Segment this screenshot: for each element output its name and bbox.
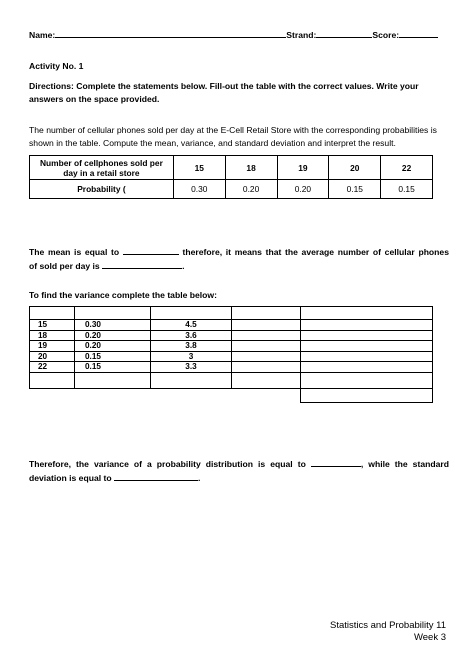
table-cell[interactable]: [301, 330, 433, 341]
table-cell[interactable]: [232, 351, 301, 362]
table-cell[interactable]: [232, 362, 301, 373]
xp-cell: 3.8: [151, 341, 232, 352]
table-row: [30, 180, 433, 199]
variance-heading: To find the variance complete the table below:: [29, 290, 217, 300]
table-row: [30, 362, 433, 373]
x-cell: 22: [30, 362, 75, 373]
table-cell[interactable]: [30, 307, 75, 320]
footer: [330, 620, 446, 644]
table-cell[interactable]: [151, 372, 232, 388]
conclusion-text-3: deviation is equal to: [29, 472, 112, 483]
header-line: [29, 28, 438, 40]
score-blank[interactable]: [399, 28, 438, 38]
table-cell: [30, 388, 301, 403]
table-cell[interactable]: [301, 351, 433, 362]
probability-header-cell: Probability (: [30, 180, 174, 199]
x-cell: 18: [30, 330, 75, 341]
table-cell[interactable]: [301, 372, 433, 388]
x-cell: 22: [381, 156, 433, 180]
table-row: [30, 156, 433, 180]
p-cell: 0.30: [173, 180, 225, 199]
std-dev-blank[interactable]: [114, 471, 201, 483]
table-row: [30, 388, 433, 403]
table-cell[interactable]: [232, 330, 301, 341]
table-cell[interactable]: [301, 307, 433, 320]
mean-text-4: .: [182, 260, 185, 271]
table-cell[interactable]: [301, 388, 433, 403]
name-blank[interactable]: [55, 28, 286, 38]
p-cell: 0.15: [329, 180, 381, 199]
x-cell: 15: [173, 156, 225, 180]
conclusion-statement: [29, 457, 449, 484]
footer-week: Week 3: [413, 632, 446, 643]
p-cell: 0.20: [225, 180, 277, 199]
variance-blank[interactable]: [311, 457, 361, 467]
variance-table: [29, 306, 433, 403]
table-row: [30, 351, 433, 362]
table-cell[interactable]: [232, 341, 301, 352]
x-cell: 15: [30, 320, 75, 331]
table-cell[interactable]: [232, 372, 301, 388]
table-cell[interactable]: [75, 372, 151, 388]
mean-text-1: The mean is equal to: [29, 247, 120, 257]
p-cell: 0.15: [75, 362, 151, 373]
x-cell: 18: [225, 156, 277, 180]
x-cell: 20: [30, 351, 75, 362]
footer-subject: Statistics and Probability 11: [330, 620, 446, 631]
strand-blank[interactable]: [316, 28, 372, 38]
table-row: [30, 330, 433, 341]
table-row: [30, 307, 433, 320]
mean-text-2: therefore, it means that the average number of cellular phones: [182, 247, 449, 257]
xp-cell: 3: [151, 351, 232, 362]
score-label: Score:: [372, 30, 400, 40]
conclusion-text-1: Therefore, the variance of a probability distribution is equal to: [29, 459, 306, 469]
table-cell[interactable]: [75, 307, 151, 320]
strand-label: Strand:: [286, 30, 317, 40]
directions-text: Directions: Complete the statements below. Fill-out the table with the correct values. Write your answers on the space provided.: [29, 81, 419, 104]
p-cell: 0.15: [381, 180, 433, 199]
table-row: [30, 320, 433, 331]
xp-cell: 4.5: [151, 320, 232, 331]
x-cell: 20: [329, 156, 381, 180]
table-cell[interactable]: [301, 362, 433, 373]
table-cell[interactable]: [151, 307, 232, 320]
table-cell[interactable]: [232, 307, 301, 320]
table-row: [30, 372, 433, 388]
p-cell: 0.20: [277, 180, 329, 199]
table-row: [30, 341, 433, 352]
p-cell: 0.20: [75, 341, 151, 352]
conclusion-text-4: .: [198, 472, 201, 483]
x-cell: 19: [30, 341, 75, 352]
xp-cell: 3.6: [151, 330, 232, 341]
p-cell: 0.20: [75, 330, 151, 341]
mean-text-3: of sold per day is: [29, 260, 100, 271]
table-cell[interactable]: [30, 372, 75, 388]
intro-paragraph: The number of cellular phones sold per day at the E-Cell Retail Store with the corresponding probabilities is shown in the table. Compute the mean, variance, and standard deviation and interpret the result.: [29, 125, 437, 148]
activity-title: Activity No. 1: [29, 61, 84, 71]
x-header-cell: Number of cellphones sold per day in a retail store: [30, 156, 174, 180]
p-cell: 0.15: [75, 351, 151, 362]
mean-statement: [29, 245, 449, 272]
x-cell: 19: [277, 156, 329, 180]
average-blank[interactable]: [102, 259, 185, 271]
name-label: Name:: [29, 30, 56, 40]
table-cell[interactable]: [232, 320, 301, 331]
p-cell: 0.30: [75, 320, 151, 331]
xp-cell: 3.3: [151, 362, 232, 373]
probability-table: [29, 155, 433, 199]
mean-blank[interactable]: [123, 245, 179, 255]
table-cell[interactable]: [301, 320, 433, 331]
table-cell[interactable]: [301, 341, 433, 352]
conclusion-text-2: , while the standard: [360, 459, 449, 469]
